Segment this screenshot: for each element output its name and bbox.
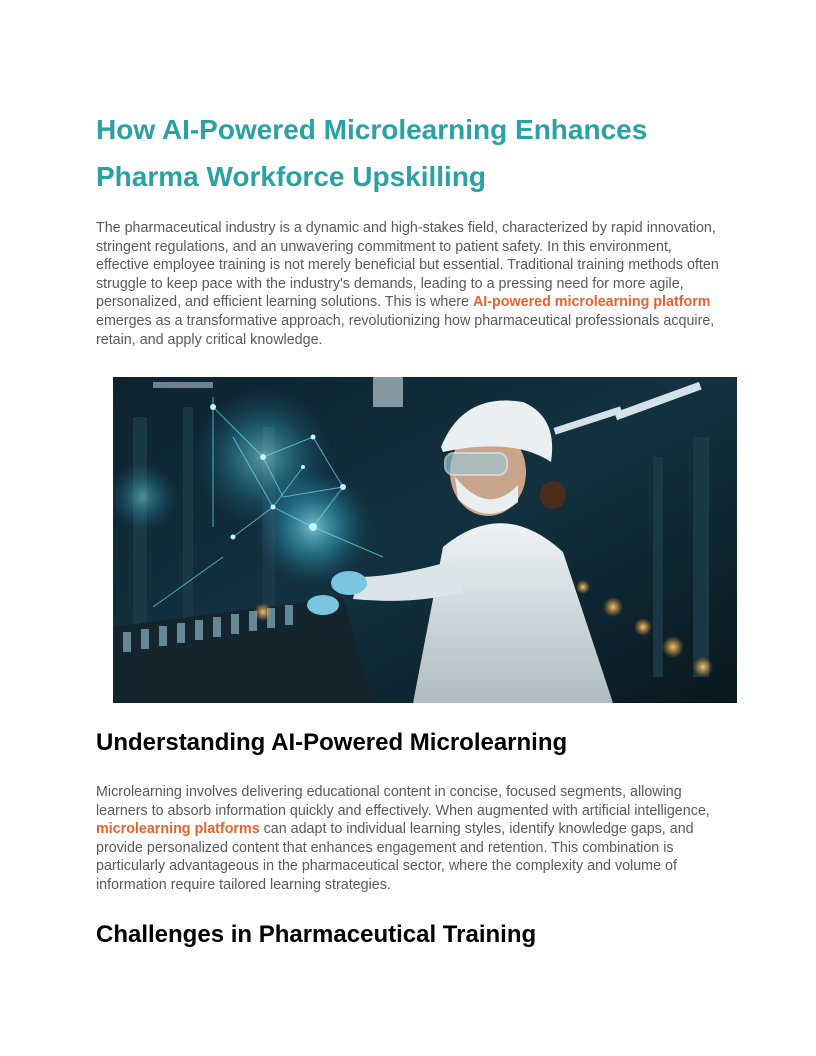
article-title	[96, 106, 736, 200]
ai-microlearning-platform-link[interactable]: AI-powered microlearning platform	[472, 294, 711, 311]
section-heading-understanding: Understanding AI-Powered Microlearning	[96, 729, 568, 756]
section1-text-start: Microlearning involves delivering educational content in concise, focused segments, allowing learners to absorb information quickly and effectively. When augmented with artificial intelligence,	[96, 784, 710, 819]
section1-text-end: can adapt to individual learning styles, identify knowledge gaps, and provide personalized content that enhances engagement and retention. This combination is particularly advantageous in the pharmaceutical sector, where the complexity and volume of information require tailored learning strategies.	[96, 821, 694, 893]
intro-paragraph	[96, 219, 728, 349]
section1-paragraph	[96, 783, 728, 895]
section-heading-challenges: Challenges in Pharmaceutical Training	[96, 921, 537, 948]
article-title-line-1: How AI-Powered Microlearning Enhances	[96, 114, 648, 145]
hero-image-lab-scientist	[113, 377, 737, 703]
article-title-line-2: Pharma Workforce Upskilling	[96, 161, 487, 192]
hero-illustration	[113, 377, 737, 703]
intro-text-end: emerges as a transformative approach, revolutionizing how pharmaceutical professionals acquire, retain, and apply critical knowledge.	[96, 312, 715, 348]
intro-text-start: The pharmaceutical industry is a dynamic and high-stakes field, characterized by rapid innovation, stringent regulations, and an unwavering commitment to patient safety. In this environment, effective employee training is not merely beneficial but essential. Traditional training methods often struggle to keep pace with the industry's demands, leading to a pressing need for more agile, personalized, and efficient learning solutions. This is where	[96, 220, 719, 311]
microlearning-platforms-link[interactable]: microlearning platforms	[96, 821, 260, 838]
